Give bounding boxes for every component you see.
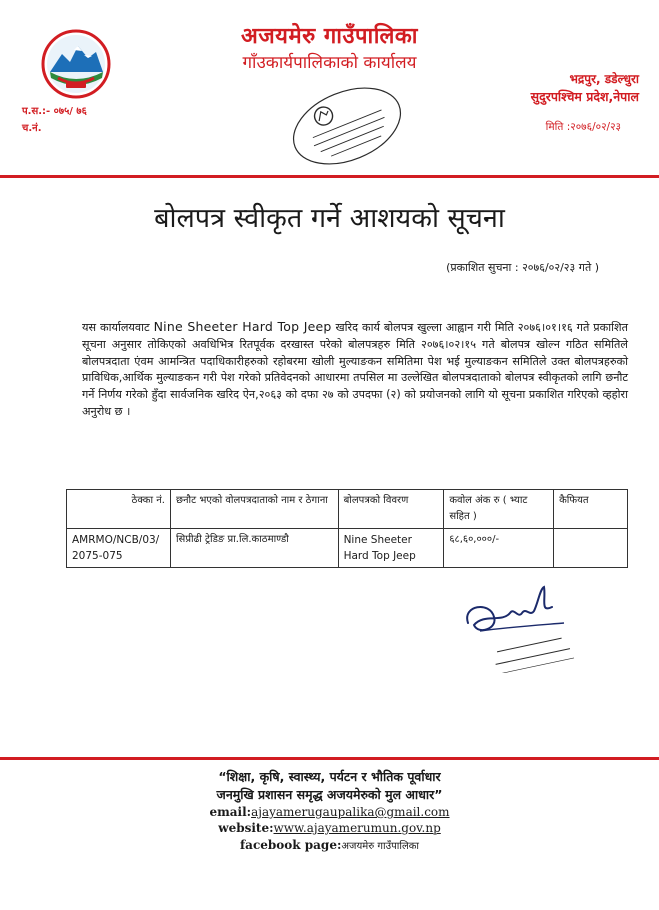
email-link[interactable]: ajayamerugaupalika@gmail.com	[251, 805, 450, 819]
col-amount: कवोल अंक रु ( भ्याट सहित )	[444, 490, 554, 529]
facebook-line	[0, 838, 659, 852]
website-link[interactable]: www.ajayamerumun.gov.np	[273, 821, 441, 835]
website-label: website:	[218, 821, 274, 835]
facebook-page: अजयमेरु गाउँपालिका	[341, 841, 419, 852]
header-divider	[0, 175, 659, 178]
email-label: email:	[209, 805, 252, 819]
body-item: Nine Sheeter Hard Top Jeep	[153, 319, 332, 334]
email-line	[0, 805, 659, 819]
cell-description: Nine Sheeter Hard Top Jeep	[338, 529, 444, 568]
fiscal-ref: प.स.:- ०७५/ ७६	[22, 106, 87, 117]
office-name: गाँउकार्यपालिकाको कार्यालय	[242, 53, 417, 73]
bid-table	[66, 489, 628, 568]
motto-line1: “शिक्षा, कृषि, स्वास्थ्य, पर्यटन र भौतिक पूर्वाधार	[218, 769, 441, 784]
website-line	[0, 821, 659, 835]
motto-line2: जनमुखि प्रशासन समृद्ध अजयमेरुको मुल आधार”	[216, 787, 443, 802]
published-date: (प्रकाशित सुचना : २०७६/०२/२३ गते )	[446, 261, 599, 274]
cell-amount: ६८,६०,०००/-	[444, 529, 554, 568]
notice-title: बोलपत्र स्वीकृत गर्ने आशयको सूचना	[154, 203, 505, 234]
letter-number: च.नं.	[22, 123, 42, 134]
footer-divider	[0, 757, 659, 760]
notice-body	[82, 319, 628, 421]
address-line2: सुदुरपश्चिम प्रदेश,नेपाल	[530, 89, 639, 104]
office-stamp-icon	[285, 72, 410, 180]
signature-icon	[460, 583, 580, 673]
body-lead: यस कार्यालयवाट	[82, 321, 150, 334]
org-name: अजयमेरु गाउँपालिका	[241, 24, 418, 49]
col-remarks: कैफियत	[554, 490, 628, 529]
col-description: बोलपत्रको विवरण	[338, 490, 444, 529]
facebook-label: facebook page:	[240, 838, 342, 852]
cell-bidder: सिप्रीढी ट्रेडिङ प्रा.लि.काठमाण्डौ	[170, 529, 338, 568]
body-rest: खरिद कार्य बोलपत्र खुल्ला आह्वान गरी मिति २०७६।०१।१६ गते प्रकाशित सूचना अनुसार तोकिएको अवधिभित्र रितपूर्वक दरखास्त परेको बोलपत्रहरु मिति २०७६।०२।१५ गते बोलपत्र खोल्न गठित समितिले बोलपत्रदाता एंवम आमन्त्रित पदाधिकारीहरुको रहोबरमा खोली मुल्याङकन समितिमा पेश भई मुल्याङकन समितिले उक्त बोलपत्रहरुको प्राविधिक,आर्थिक मुल्याङकन गरी पेश गरेको प्रतिवेदनको आधारमा तपसिल मा उल्लेखित बोलपत्रदाताको बोलपत्र स्वीकृतको लागि छनौट गर्ने निर्णय गरेको हुँदा सार्वजनिक खरिद ऐन,२०६३ को दफा २७ को उपदफा (२) को प्रयोजनको लागि यो सूचना प्रकाशित गरिएको व्हहोरा अनुरोध छ ।	[82, 321, 628, 418]
letter-date: मिति :२०७६/०२/२३	[545, 121, 621, 133]
table-row	[67, 529, 628, 568]
col-contract-no: ठेक्का नं.	[67, 490, 171, 529]
col-bidder: छनौट भएको वोलपत्रदाताको नाम र ठेगाना	[170, 490, 338, 529]
cell-contract-no: AMRMO/NCB/03/ 2075-075	[67, 529, 171, 568]
table-header-row	[67, 490, 628, 529]
address-line1: भद्रपुर, डडेल्धुरा	[569, 72, 639, 86]
cell-remarks	[554, 529, 628, 568]
